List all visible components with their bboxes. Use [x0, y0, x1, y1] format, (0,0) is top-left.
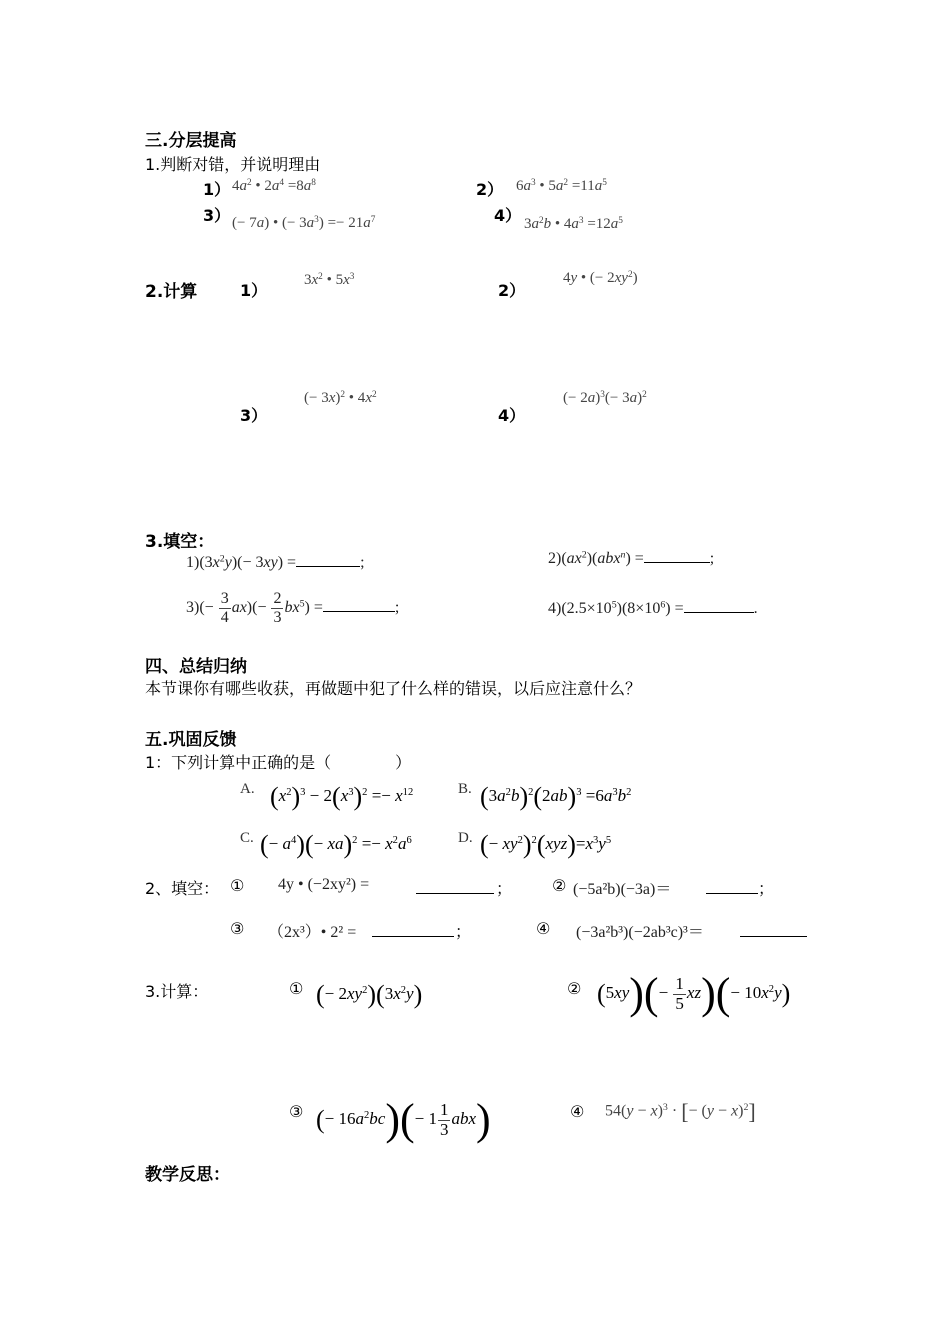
expression: $3x^2$ • $5x^3$	[304, 271, 355, 288]
option-label: D.	[458, 830, 473, 846]
item-number: 2）	[498, 281, 526, 300]
circle-number: ③	[230, 919, 245, 938]
circle-number: ②	[552, 876, 567, 895]
option-expression: $(3a^2b)^2(2ab)^3 =6a^3b^2$	[480, 782, 632, 811]
circle-number: ④	[536, 919, 551, 938]
fill-expression: 3)(− $\frac{3}{4}$ ax)(− $\frac{2}{3}$ $bx^5$) = ;	[186, 590, 400, 626]
circle-number: ①	[289, 979, 304, 998]
expression: (− $16a^2bc)(- 1$ $\frac{1}{3}$ abx)	[316, 1095, 491, 1144]
circle-number: ①	[230, 876, 245, 895]
section-5-title: 五.巩固反馈	[145, 730, 237, 750]
option-expression: (− $xy^2)^2(xyz)=x^3y^5$	[480, 830, 612, 859]
item-number: 2）	[476, 180, 504, 199]
question-2-title: 2、填空：	[145, 879, 220, 898]
summary-text: 本节课你有哪些收获，再做题中犯了什么样的错误，以后应注意什么？	[145, 679, 642, 698]
fill-expression: (−3a²b³)(−2ab³c)³＝	[576, 924, 704, 941]
semicolon: ；	[496, 879, 513, 898]
expression: $4a^2$ • $2a^4 =8a^8$	[232, 177, 316, 194]
item-number: 1）	[203, 180, 231, 199]
item-number: 1）	[240, 281, 268, 300]
option-label: A.	[240, 781, 255, 797]
expression: (− 7a) • (− $3a^3) =- 21a^7$	[232, 214, 376, 231]
expression: (5xy)(− $\frac{1}{5}$ $xz)(- 10x^2y)$	[597, 969, 791, 1018]
fill-expression: （2x³）• 2² =	[268, 924, 357, 941]
question-1-title: 1：下列计算中正确的是（ ）	[145, 753, 412, 772]
question-2-title: 2.计算	[145, 282, 198, 302]
reflection-title: 教学反思：	[145, 1165, 230, 1185]
expression: $54(y - x)^3$ · [− $(y - x)^2$]	[605, 1099, 756, 1124]
circle-number: ②	[567, 979, 582, 998]
semicolon: ；	[455, 922, 472, 941]
answer-blank[interactable]	[372, 936, 454, 937]
question-1-title: 1.判断对错，并说明理由	[145, 155, 321, 174]
option-label: C.	[240, 830, 254, 846]
option-expression: $(x^2)^3 - 2(x^3)^2 =- x^{12}$	[270, 782, 414, 811]
semicolon: ；	[758, 879, 775, 898]
circle-number: ④	[570, 1102, 585, 1121]
question-3-title: 3.填空：	[145, 532, 215, 552]
item-number: 4）	[494, 206, 522, 225]
item-number: 3）	[203, 206, 231, 225]
expression: $3a^2b$ • $4a^3 =12a^5$	[524, 215, 623, 232]
fill-expression: $2)(ax^2)(abx^n)$ = ;	[548, 549, 715, 567]
item-number: 4）	[498, 406, 526, 425]
expression: (− 3x)$^2$ • $4x^2$	[304, 389, 377, 406]
fill-expression: 4y • (−2xy²) =	[278, 876, 370, 893]
section-4-title: 四、总结归纳	[145, 657, 247, 677]
item-number: 3）	[240, 406, 268, 425]
expression: (− $2a)^3(- 3a)^2$	[563, 389, 647, 406]
fill-expression: $1)(3x^2y)(- 3xy)$ = ;	[186, 553, 365, 571]
option-expression: (− $a^4)(- xa)^2 =- x^2a^6$	[260, 830, 412, 859]
question-3-title: 3.计算：	[145, 982, 209, 1001]
circle-number: ③	[289, 1102, 304, 1121]
expression: (− $2xy^2)(3x^2y)$	[316, 980, 423, 1009]
fill-expression: $4)(2.5\times 10^5)(8\times 10^6)$ = .	[548, 599, 758, 617]
fill-expression: (−5a²b)(−3a)＝	[573, 881, 672, 898]
answer-blank[interactable]	[416, 893, 494, 894]
answer-blank[interactable]	[740, 936, 807, 937]
expression: $6a^3$ • $5a^2 =11a^5$	[516, 177, 607, 194]
expression: 4y • (− $2xy^2$)	[563, 269, 638, 286]
option-label: B.	[458, 781, 472, 797]
answer-blank[interactable]	[706, 893, 758, 894]
section-3-title: 三.分层提高	[145, 131, 237, 151]
